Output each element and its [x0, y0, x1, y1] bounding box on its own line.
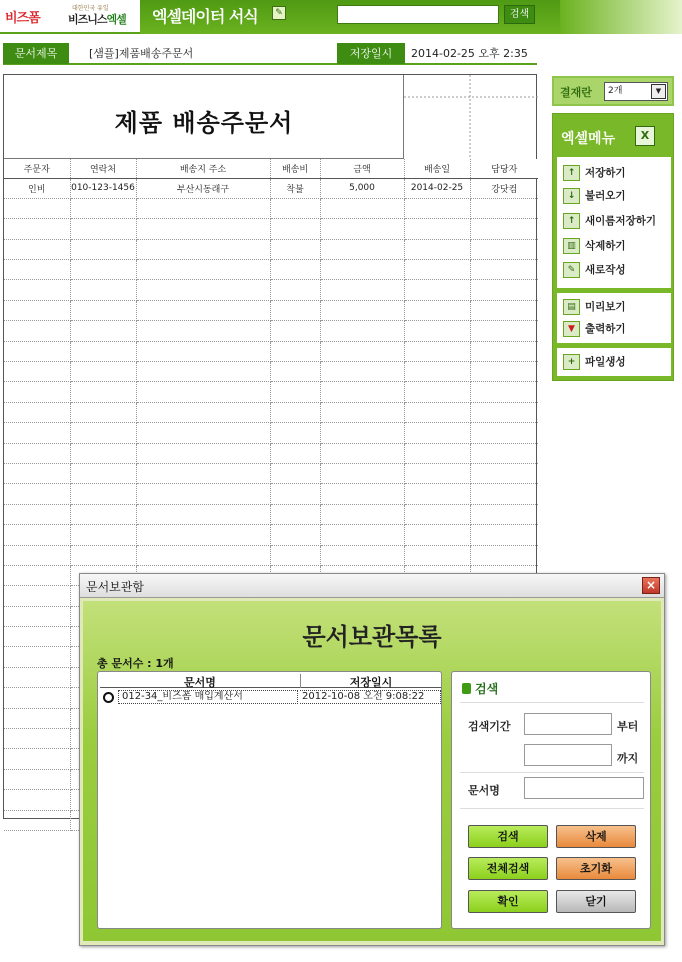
- dialog-heading: 문서보관목록: [302, 623, 442, 651]
- table-cell[interactable]: [4, 606, 70, 626]
- table-cell[interactable]: [320, 402, 404, 422]
- table-cell[interactable]: [4, 769, 70, 789]
- table-cell[interactable]: [404, 525, 470, 545]
- table-cell[interactable]: [470, 382, 538, 402]
- table-cell[interactable]: [270, 362, 320, 382]
- bullet-icon: [462, 683, 471, 694]
- table-cell[interactable]: [470, 504, 538, 524]
- menu-group-create: [557, 348, 671, 376]
- table-cell[interactable]: [4, 382, 70, 402]
- table-cell[interactable]: [70, 545, 136, 565]
- table-cell[interactable]: [4, 790, 70, 810]
- table-cell[interactable]: [320, 525, 404, 545]
- logo-text-business: 비즈니스: [68, 13, 107, 26]
- table-cell[interactable]: [270, 198, 320, 218]
- table-row[interactable]: [4, 504, 538, 524]
- excel-menu: [552, 113, 674, 381]
- table-cell[interactable]: [4, 321, 70, 341]
- table-cell[interactable]: [70, 443, 136, 463]
- table-cell[interactable]: [470, 362, 538, 382]
- table-cell[interactable]: [470, 423, 538, 443]
- table-cell[interactable]: 부산시동래구: [136, 178, 270, 198]
- table-row[interactable]: [4, 463, 538, 483]
- table-cell[interactable]: [70, 321, 136, 341]
- table-cell[interactable]: [270, 382, 320, 402]
- table-cell[interactable]: [320, 545, 404, 565]
- table-cell[interactable]: [320, 362, 404, 382]
- table-cell[interactable]: [470, 463, 538, 483]
- table-row[interactable]: [4, 178, 538, 198]
- approval-select-value: 2개: [608, 86, 623, 96]
- sheet-title-area: [4, 75, 404, 159]
- doc-info-bar: [3, 43, 537, 65]
- table-cell[interactable]: [136, 341, 270, 361]
- table-cell[interactable]: [270, 525, 320, 545]
- table-header-cell: 연락처: [70, 159, 136, 178]
- table-cell[interactable]: [470, 341, 538, 361]
- search-panel-heading: [462, 680, 498, 697]
- table-cell[interactable]: [4, 504, 70, 524]
- table-cell[interactable]: [70, 341, 136, 361]
- logo-area: [0, 0, 140, 34]
- table-cell[interactable]: [470, 300, 538, 320]
- table-cell[interactable]: [320, 280, 404, 300]
- table-cell[interactable]: [404, 219, 470, 239]
- table-cell[interactable]: [270, 300, 320, 320]
- header-search-button[interactable]: 검색: [504, 5, 535, 24]
- col-saved-date: 저장일시: [349, 676, 393, 689]
- period-from-input[interactable]: [524, 713, 612, 735]
- table-row[interactable]: [4, 545, 538, 565]
- table-row[interactable]: [4, 362, 538, 382]
- search-button[interactable]: 검색: [468, 825, 548, 848]
- table-cell[interactable]: [270, 219, 320, 239]
- table-row[interactable]: [4, 402, 538, 422]
- menu-save-as-label: 새이름저장하기: [585, 215, 657, 227]
- table-row[interactable]: [4, 484, 538, 504]
- table-cell[interactable]: [320, 198, 404, 218]
- reset-button[interactable]: 초기화: [556, 857, 636, 880]
- table-cell[interactable]: [320, 504, 404, 524]
- table-cell[interactable]: [404, 239, 470, 259]
- table-row[interactable]: [4, 239, 538, 259]
- table-cell[interactable]: [4, 647, 70, 667]
- table-cell[interactable]: [4, 749, 70, 769]
- menu-delete-label: 삭제하기: [585, 240, 626, 252]
- table-cell[interactable]: [470, 402, 538, 422]
- approval-select[interactable]: [604, 82, 668, 101]
- table-cell[interactable]: [136, 198, 270, 218]
- table-cell[interactable]: [4, 708, 70, 728]
- table-cell[interactable]: [404, 504, 470, 524]
- table-cell[interactable]: [320, 484, 404, 504]
- list-header: [100, 674, 441, 688]
- table-cell[interactable]: [270, 280, 320, 300]
- dialog-title: 문서보관함: [86, 580, 144, 594]
- table-cell[interactable]: [470, 219, 538, 239]
- table-cell[interactable]: [404, 300, 470, 320]
- table-cell[interactable]: [320, 382, 404, 402]
- table-cell[interactable]: [4, 545, 70, 565]
- table-cell[interactable]: [4, 443, 70, 463]
- table-row[interactable]: [4, 423, 538, 443]
- table-cell[interactable]: [404, 321, 470, 341]
- table-cell[interactable]: [136, 423, 270, 443]
- table-cell[interactable]: [4, 198, 70, 218]
- table-row[interactable]: [4, 341, 538, 361]
- table-cell[interactable]: [470, 198, 538, 218]
- table-cell[interactable]: [270, 260, 320, 280]
- table-header-cell: 담당자: [470, 159, 538, 178]
- table-cell[interactable]: [470, 443, 538, 463]
- approval-panel: [552, 76, 674, 106]
- table-cell[interactable]: [270, 504, 320, 524]
- sheet-title: 제품 배송주문서: [114, 109, 294, 137]
- table-cell[interactable]: [270, 423, 320, 443]
- page-title: 엑셀데이터 서식: [152, 7, 258, 26]
- table-cell[interactable]: [404, 198, 470, 218]
- table-row[interactable]: [4, 300, 538, 320]
- table-header-cell: 배송비: [270, 159, 320, 178]
- divider: [460, 772, 644, 773]
- table-cell[interactable]: [270, 321, 320, 341]
- table-header-cell: 배송일: [404, 159, 470, 178]
- table-row[interactable]: [4, 219, 538, 239]
- table-cell[interactable]: [136, 484, 270, 504]
- saved-value: 2014-02-25 오후 2:35: [411, 47, 528, 60]
- table-cell[interactable]: [136, 321, 270, 341]
- table-cell[interactable]: [404, 280, 470, 300]
- table-cell[interactable]: [70, 239, 136, 259]
- menu-print-label: 출력하기: [585, 323, 626, 335]
- excel-icon: X: [635, 126, 655, 146]
- document-list[interactable]: [97, 671, 442, 929]
- table-cell[interactable]: [4, 525, 70, 545]
- menu-preview-label: 미리보기: [585, 301, 626, 313]
- table-cell[interactable]: [4, 260, 70, 280]
- table-cell[interactable]: [270, 545, 320, 565]
- table-row[interactable]: [4, 443, 538, 463]
- list-item-name: 012-34_비즈폼 매입계산서: [118, 690, 298, 704]
- table-cell[interactable]: [470, 260, 538, 280]
- table-cell[interactable]: [320, 239, 404, 259]
- table-cell[interactable]: [4, 729, 70, 749]
- col-document-name: 문서명: [184, 676, 216, 689]
- document-storage-dialog: [79, 573, 665, 946]
- table-cell[interactable]: [70, 484, 136, 504]
- delete-button[interactable]: 삭제: [556, 825, 636, 848]
- table-cell[interactable]: [4, 810, 70, 830]
- table-cell[interactable]: [70, 280, 136, 300]
- table-cell[interactable]: [270, 484, 320, 504]
- period-label: 검색기간: [468, 720, 511, 733]
- period-to-input[interactable]: [524, 744, 612, 766]
- confirm-button[interactable]: 확인: [468, 890, 548, 913]
- preview-icon: ▤: [563, 299, 580, 315]
- table-cell[interactable]: [404, 484, 470, 504]
- table-cell[interactable]: [270, 443, 320, 463]
- bizform-logo[interactable]: 비즈폼: [5, 11, 40, 26]
- doc-title-value: [샘플]제품배송주문서: [89, 47, 194, 60]
- form-icon: ✎: [272, 6, 286, 20]
- table-cell[interactable]: [70, 525, 136, 545]
- table-cell[interactable]: [136, 362, 270, 382]
- table-cell[interactable]: [4, 300, 70, 320]
- divider: [460, 702, 644, 703]
- table-header-cell: 금액: [320, 159, 404, 178]
- dialog-body: [83, 601, 661, 941]
- table-cell[interactable]: [470, 545, 538, 565]
- table-cell[interactable]: [470, 321, 538, 341]
- menu-open-label: 불러오기: [585, 190, 626, 202]
- table-header-cell: 주문자: [4, 159, 70, 178]
- new-doc-icon: ✎: [563, 262, 580, 278]
- table-cell[interactable]: [70, 260, 136, 280]
- table-cell[interactable]: [136, 239, 270, 259]
- table-cell[interactable]: 5,000: [320, 178, 404, 198]
- table-cell[interactable]: [70, 423, 136, 443]
- table-cell[interactable]: [70, 300, 136, 320]
- table-cell[interactable]: [320, 219, 404, 239]
- table-row[interactable]: [4, 260, 538, 280]
- table-cell[interactable]: [70, 402, 136, 422]
- logo-tagline: 대한민국 유일: [72, 5, 109, 12]
- search-all-button[interactable]: 전체검색: [468, 857, 548, 880]
- menu-save-label: 저장하기: [585, 167, 626, 179]
- from-suffix: 부터: [617, 720, 639, 733]
- table-cell[interactable]: [404, 545, 470, 565]
- close-button[interactable]: 닫기: [556, 890, 636, 913]
- list-item-date: 2012-10-08 오전 9:08:22: [300, 690, 441, 704]
- table-row[interactable]: [4, 382, 538, 402]
- doc-name-label: 문서명: [468, 784, 500, 797]
- table-cell[interactable]: [136, 382, 270, 402]
- save-as-icon: ↑: [563, 213, 580, 229]
- save-icon: ↑: [563, 165, 580, 181]
- table-cell[interactable]: [320, 423, 404, 443]
- table-cell[interactable]: [270, 239, 320, 259]
- header-search-input[interactable]: [337, 5, 499, 24]
- approval-cells: [404, 75, 538, 159]
- table-cell[interactable]: [470, 280, 538, 300]
- document-count: 총 문서수 : 1개: [97, 657, 174, 670]
- excel-menu-title: 엑셀메뉴: [561, 131, 616, 147]
- table-cell[interactable]: [4, 219, 70, 239]
- table-cell[interactable]: [4, 667, 70, 687]
- table-cell[interactable]: [4, 565, 70, 585]
- to-suffix: 까지: [617, 752, 639, 765]
- open-icon: ↓: [563, 188, 580, 204]
- table-cell[interactable]: [136, 504, 270, 524]
- table-cell[interactable]: [4, 362, 70, 382]
- table-cell[interactable]: [70, 463, 136, 483]
- table-cell[interactable]: [4, 423, 70, 443]
- table-row[interactable]: [4, 525, 538, 545]
- table-cell[interactable]: [136, 300, 270, 320]
- table-cell[interactable]: [4, 341, 70, 361]
- table-cell[interactable]: 인비: [4, 178, 70, 198]
- dialog-titlebar[interactable]: [80, 574, 664, 598]
- table-row[interactable]: [4, 280, 538, 300]
- list-item[interactable]: [100, 690, 441, 705]
- table-header-cell: 배송지 주소: [136, 159, 270, 178]
- table-cell[interactable]: [136, 525, 270, 545]
- menu-group-file: [557, 157, 671, 288]
- search-panel: [451, 671, 651, 929]
- table-cell[interactable]: [4, 463, 70, 483]
- table-cell[interactable]: 강닷컴: [470, 178, 538, 198]
- print-icon: ▼: [563, 321, 580, 337]
- menu-new-label: 새로작성: [585, 264, 626, 276]
- table-cell[interactable]: [404, 260, 470, 280]
- table-cell[interactable]: [404, 463, 470, 483]
- table-cell[interactable]: [404, 382, 470, 402]
- table-cell[interactable]: [70, 382, 136, 402]
- header-gradient: [560, 0, 682, 34]
- chevron-down-icon[interactable]: ▼: [651, 84, 666, 99]
- table-cell[interactable]: [4, 239, 70, 259]
- table-cell[interactable]: [320, 321, 404, 341]
- logo-text-excel: 엑셀: [106, 13, 126, 26]
- table-cell[interactable]: [404, 443, 470, 463]
- table-cell[interactable]: [136, 280, 270, 300]
- doc-title-label: 문서제목: [3, 43, 69, 64]
- table-cell[interactable]: [70, 219, 136, 239]
- table-cell[interactable]: [270, 402, 320, 422]
- doc-name-input[interactable]: [524, 777, 644, 799]
- table-cell[interactable]: 착불: [270, 178, 320, 198]
- table-cell[interactable]: [4, 688, 70, 708]
- table-cell[interactable]: [320, 300, 404, 320]
- table-cell[interactable]: 010-123-1456: [70, 178, 136, 198]
- trash-icon: ▥: [563, 238, 580, 254]
- table-cell[interactable]: [136, 545, 270, 565]
- table-cell[interactable]: [4, 402, 70, 422]
- table-cell[interactable]: [320, 443, 404, 463]
- table-cell[interactable]: [320, 341, 404, 361]
- table-cell[interactable]: [470, 525, 538, 545]
- table-cell[interactable]: [70, 504, 136, 524]
- table-cell[interactable]: [404, 362, 470, 382]
- table-cell[interactable]: [404, 341, 470, 361]
- divider: [460, 808, 644, 809]
- table-cell[interactable]: [70, 198, 136, 218]
- table-cell[interactable]: [404, 423, 470, 443]
- table-cell[interactable]: [4, 586, 70, 606]
- table-cell[interactable]: [270, 463, 320, 483]
- approval-label: 결재란: [560, 86, 592, 99]
- table-cell[interactable]: [136, 402, 270, 422]
- table-row[interactable]: [4, 321, 538, 341]
- table-cell[interactable]: [320, 463, 404, 483]
- top-header: [0, 0, 682, 34]
- table-cell[interactable]: [270, 341, 320, 361]
- table-row[interactable]: [4, 198, 538, 218]
- menu-group-print: [557, 293, 671, 343]
- close-icon[interactable]: ×: [642, 577, 660, 594]
- table-cell[interactable]: [70, 362, 136, 382]
- menu-create-file-label: 파일생성: [585, 356, 626, 368]
- table-cell[interactable]: [136, 260, 270, 280]
- saved-label: 저장일시: [337, 43, 405, 64]
- table-cell[interactable]: [4, 627, 70, 647]
- create-file-icon: +: [563, 354, 580, 370]
- table-cell[interactable]: [4, 280, 70, 300]
- table-cell[interactable]: [320, 260, 404, 280]
- table-cell[interactable]: [470, 239, 538, 259]
- list-item-radio[interactable]: [103, 692, 114, 703]
- table-cell[interactable]: [4, 484, 70, 504]
- business-excel-logo[interactable]: [68, 11, 126, 27]
- table-cell[interactable]: 2014-02-25: [404, 178, 470, 198]
- table-cell[interactable]: [136, 219, 270, 239]
- table-cell[interactable]: [136, 463, 270, 483]
- table-cell[interactable]: [470, 484, 538, 504]
- search-panel-heading-text: 검색: [475, 682, 499, 696]
- table-header-row: [4, 159, 538, 178]
- table-cell[interactable]: [136, 443, 270, 463]
- table-cell[interactable]: [404, 402, 470, 422]
